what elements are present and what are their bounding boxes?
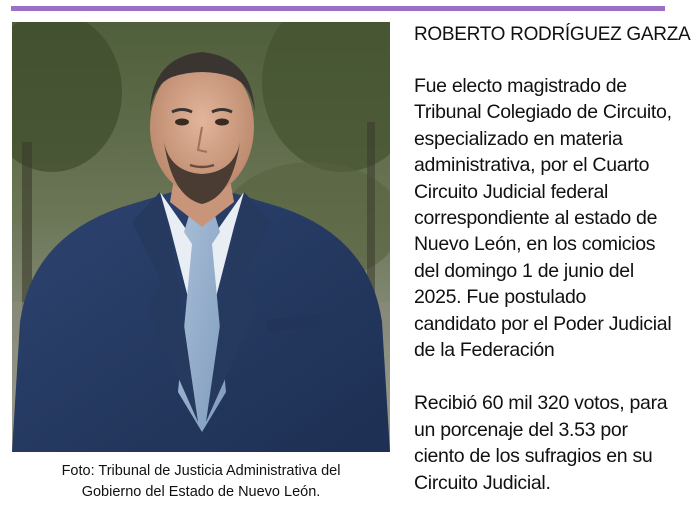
bio-line: de la Federación <box>414 339 555 362</box>
votes-paragraph <box>414 390 694 496</box>
bio-line: especializado en materia <box>414 127 623 150</box>
caption-line: Foto: Tribunal de Justicia Administrativa del <box>61 463 341 479</box>
photo-caption <box>12 461 390 503</box>
bio-line: Tribunal Colegiado de Circuito, <box>414 101 672 124</box>
votes-line: ciento de los sufragios en su <box>414 445 653 468</box>
bio-line: Fue electo magistrado de <box>414 75 627 97</box>
bio-line: Nuevo León, en los comicios <box>414 233 656 256</box>
person-name: ROBERTO RODRÍGUEZ GARZA <box>414 24 691 45</box>
portrait-illustration <box>12 22 390 452</box>
bio-line: correspondiente al estado de <box>414 207 658 230</box>
caption-line: Gobierno del Estado de Nuevo León. <box>81 484 321 500</box>
votes-line: Recibió 60 mil 320 votos, para <box>414 392 668 415</box>
accent-bar <box>11 6 665 11</box>
bio-line: candidato por el Poder Judicial <box>414 312 672 335</box>
votes-line: un porcenaje del 3.53 por <box>414 418 628 441</box>
bio-line: del domingo 1 de junio del <box>414 259 634 282</box>
bio-line: Circuito Judicial federal <box>414 180 609 203</box>
votes-line: Circuito Judicial. <box>414 471 551 494</box>
bio-line: administrativa, por el Cuarto <box>414 154 650 177</box>
article-text <box>414 22 694 496</box>
portrait-photo <box>12 22 390 452</box>
bio-line: 2025. Fue postulado <box>414 286 587 309</box>
bio-paragraph <box>414 73 694 363</box>
